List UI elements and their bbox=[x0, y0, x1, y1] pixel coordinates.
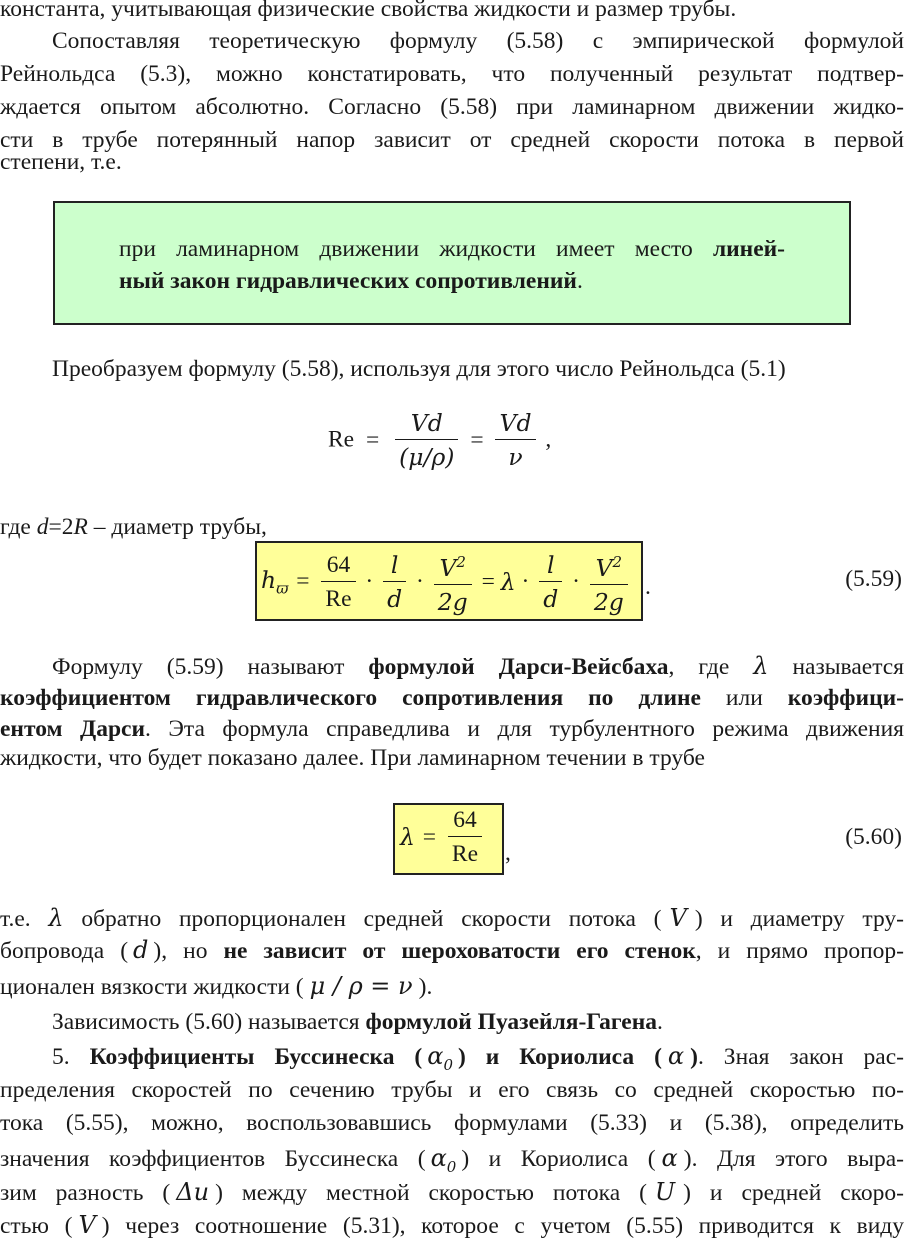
text-line: ждается опытом абсолютно. Согласно (5.58) при ламинарном движении жидко- bbox=[0, 94, 904, 120]
text-line: Сопоставляя теоретическую формулу (5.58) с эмпирической формулой bbox=[52, 28, 904, 54]
equation-end-mark: . bbox=[645, 574, 651, 600]
text-line: Рейнольдса (5.3), можно констатировать, что полученный результат подтвер- bbox=[0, 61, 904, 87]
text-line: ционален вязкости жидкости ( μ / ρ = ν ). bbox=[0, 972, 433, 1000]
text-line: стью ( V ) через соотношение (5.31), которое с учетом (5.55) приводится к виду bbox=[0, 1211, 904, 1239]
text-line: жидкости, что будет показано далее. При ламинарном течении в трубе bbox=[0, 745, 705, 771]
equation-end-mark: , bbox=[505, 840, 511, 866]
text-line: бопровода ( d ), но не зависит от шероховатости его стенок, и прямо пропор- bbox=[0, 936, 904, 964]
equation-559-box: $h_ϖ$ = $\frac{64}{Re}$ · $\frac{l}{d}$ · $\frac{V^2}{2g}$ = λ · $\frac{l}{d}$ · $\frac{V^2}{2g}$ bbox=[255, 541, 643, 621]
text-line: 5. Коэффициенты Буссинеска ( $\alpha_0$ ) и Кориолиса ( α ). Зная закон рас- bbox=[52, 1042, 904, 1074]
text-line: степени, т.е. bbox=[0, 149, 122, 175]
text-line: константа, учитывающая физические свойства жидкости и размер трубы. bbox=[0, 0, 737, 22]
text-line: Формулу (5.59) называют формулой Дарси-Вейсбаха, где λ называется bbox=[52, 652, 904, 680]
highlight-line: ный закон гидравлических сопротивлений. bbox=[119, 268, 583, 294]
text-line: пределения скоростей по сечению трубы и его связь со средней скоростью по- bbox=[0, 1077, 904, 1103]
text-line: ентом Дарси. Эта формула справедлива и для турбулентного режима движения bbox=[0, 716, 904, 742]
text-line: т.е. λ обратно пропорционален средней скорости потока ( V ) и диаметру тру- bbox=[0, 904, 904, 932]
equation-number: (5.59) bbox=[845, 566, 902, 592]
text-line: тока (5.55), можно, воспользовавшись формулами (5.33) и (5.38), определить bbox=[0, 1110, 904, 1136]
text-line: где d=2R – диаметр трубы, bbox=[0, 514, 267, 540]
highlight-line: при ламинарном движении жидкости имеет место линей- bbox=[119, 236, 785, 262]
text-line: сти в трубе потерянный напор зависит от средней скорости потока в первой bbox=[0, 127, 904, 153]
text-line: Преобразуем формулу (5.58), используя для этого число Рейнольдса (5.1) bbox=[52, 356, 786, 382]
text-line: зим разность ( Δu ) между местной скоростью потока ( U ) и средней скоро- bbox=[0, 1178, 904, 1206]
highlight-box bbox=[53, 201, 851, 325]
text-line: Зависимость (5.60) называется формулой Пуазейля-Гагена. bbox=[52, 1009, 663, 1035]
text-line: значения коэффициентов Буссинеска ( $\alpha_0$ ) и Кориолиса ( α ). Для этого выра- bbox=[0, 1144, 904, 1176]
text-line: коэффициентом гидравлического сопротивления по длине или коэффици- bbox=[0, 685, 904, 711]
reynolds-equation: Re = $\frac{Vd}{(\mu/\rho)}$ = $\frac{Vd}{\nu}$ , bbox=[328, 409, 552, 471]
equation-560-box: λ = $\frac{64}{Re}$ bbox=[393, 803, 504, 875]
equation-number: (5.60) bbox=[845, 824, 902, 850]
